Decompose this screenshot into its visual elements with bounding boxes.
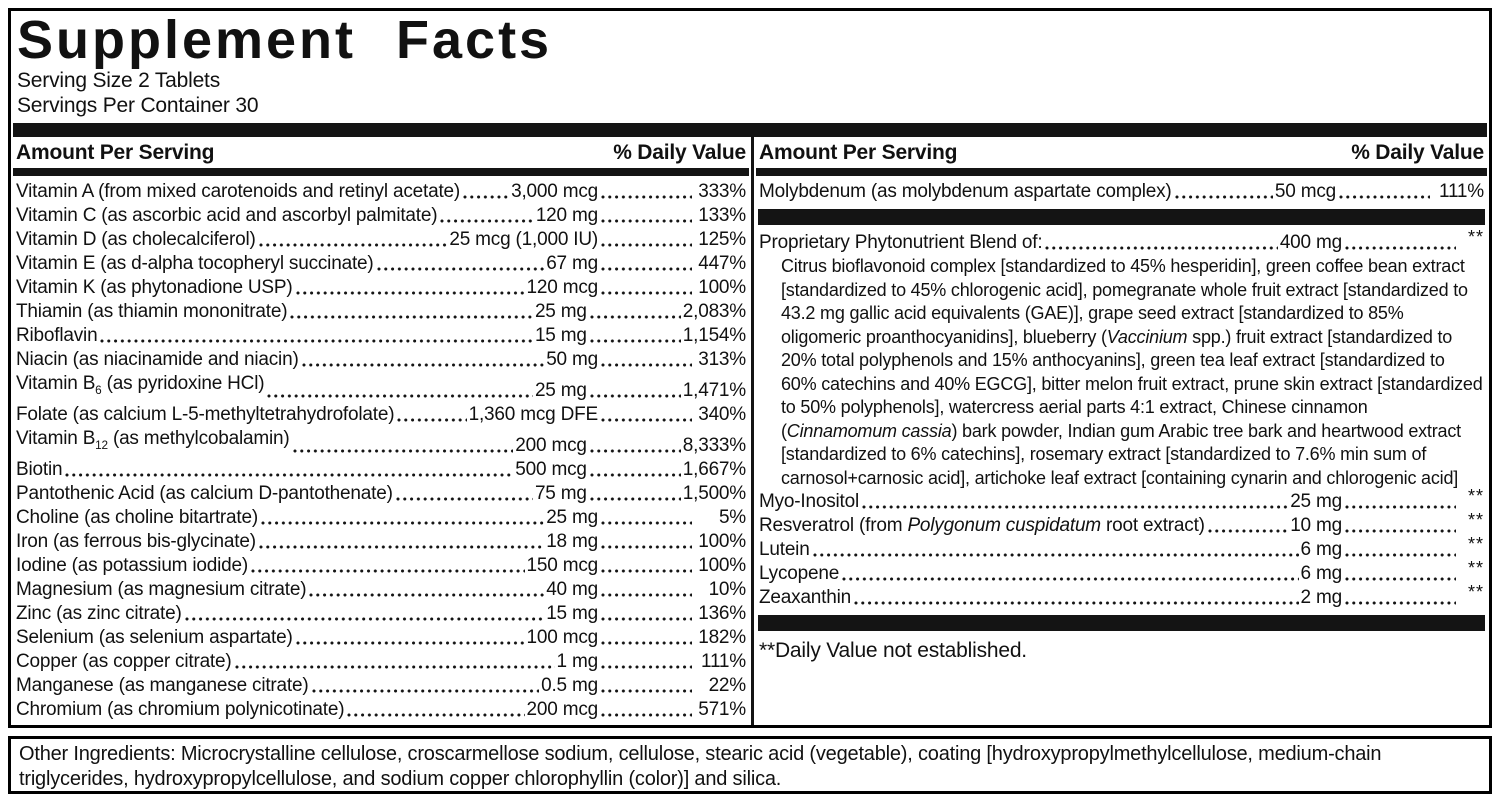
nutrient-row [16, 506, 746, 530]
nutrient-row [16, 180, 746, 204]
nutrient-row [16, 482, 746, 506]
dot-leader [266, 393, 533, 399]
nutrient-daily-value: 133% [698, 205, 746, 227]
nutrient-name: Vitamin $B_6$ (as pyridoxine HCl) [16, 373, 265, 397]
nutrient-name: Biotin [16, 458, 63, 480]
nutrient-row [16, 204, 746, 228]
nutrient-daily-value: 333% [698, 181, 746, 203]
dot-leader [589, 472, 681, 478]
nutrient-name: Resveratrol (from Polygonum cuspidatum root extract) [759, 515, 1205, 537]
nutrient-name: Riboflavin [16, 325, 98, 347]
nutrient-name: Selenium (as selenium aspartate) [16, 626, 293, 648]
dot-leader [600, 417, 692, 423]
nutrient-amount: 120 mcg [526, 277, 598, 299]
daily-value-footnote: **Daily Value not established. [759, 639, 1027, 663]
dot-leader [1207, 528, 1288, 534]
header-divider-bar [756, 168, 1487, 176]
nutrient-name: Copper (as copper citrate) [16, 650, 232, 672]
nutrient-row [16, 602, 746, 626]
dot-leader [295, 640, 525, 646]
dot-leader [861, 504, 1288, 510]
dot-leader [289, 314, 533, 320]
nutrient-amount: 75 mg [534, 482, 587, 504]
nutrient-amount: 1 mg [556, 650, 598, 672]
nutrient-amount: 50 mcg [1274, 181, 1336, 203]
nutrient-daily-value: 136% [698, 602, 746, 624]
nutrient-name: Vitamin C (as ascorbic acid and ascorbyl palmitate) [16, 205, 438, 227]
nutrient-row-molybdenum [759, 180, 1484, 204]
nutrient-row [759, 534, 1484, 562]
nutrient-daily-value: ** [1467, 582, 1484, 603]
dot-leader [396, 417, 466, 423]
nutrient-daily-value: 125% [698, 229, 746, 251]
nutrient-amount: 40 mg [546, 578, 598, 600]
nutrient-amount: 150 mcg [526, 554, 598, 576]
dot-leader [812, 552, 1299, 558]
nutrient-amount: 100 mcg [526, 626, 598, 648]
dot-leader [250, 568, 524, 574]
dot-leader [589, 338, 681, 344]
header-divider-bar [13, 168, 749, 176]
nutrient-name: Molybdenum (as molybdenum aspartate complex) [759, 181, 1172, 203]
section-divider-bar [758, 209, 1485, 225]
dot-leader [1174, 194, 1273, 200]
right-column [754, 137, 1489, 725]
nutrient-row [16, 348, 746, 372]
dot-leader [600, 712, 692, 718]
dot-leader [600, 242, 692, 248]
dot-leader [258, 242, 448, 248]
dot-leader [600, 544, 692, 550]
nutrient-name: Iodine (as potassium iodide) [16, 554, 249, 576]
left-column [11, 137, 751, 725]
daily-value-header: % Daily Value [1351, 141, 1484, 165]
dot-leader [184, 616, 545, 622]
dot-leader [234, 664, 555, 670]
proprietary-blend-row [759, 227, 1484, 255]
dot-leader [260, 520, 544, 526]
nutrient-amount: 6 mg [1300, 539, 1342, 561]
nutrient-daily-value: 1,500% [682, 482, 746, 504]
serving-size: Serving Size 2 Tablets [17, 69, 220, 93]
nutrient-row [16, 252, 746, 276]
dot-leader [600, 664, 692, 670]
dot-leader [99, 338, 533, 344]
amount-per-serving-header: Amount Per Serving [759, 141, 958, 165]
nutrient-name: Vitamin A (from mixed carotenoids and retinyl acetate) [16, 181, 461, 203]
nutrient-daily-value: 447% [698, 253, 746, 275]
dot-leader [600, 568, 692, 574]
nutrient-daily-value: 1,667% [682, 458, 746, 480]
dot-leader [1344, 245, 1456, 251]
nutrient-daily-value: 182% [698, 626, 746, 648]
nutrient-name: Myo-Inositol [759, 491, 860, 513]
nutrient-daily-value: 313% [698, 349, 746, 371]
nutrient-daily-value: ** [1467, 486, 1484, 507]
dot-leader [600, 194, 692, 200]
nutrient-amount: 25 mg [534, 301, 587, 323]
nutrient-name: Lycopene [759, 563, 840, 585]
nutrient-amount: 15 mg [534, 325, 587, 347]
label-header [11, 11, 1489, 120]
nutrient-daily-value: 100% [698, 554, 746, 576]
nutrient-amount: 10 mg [1290, 515, 1342, 537]
nutrient-amount: 3,000 mcg [511, 181, 598, 203]
nutrient-row [16, 626, 746, 650]
dot-leader [462, 194, 509, 200]
nutrient-amount: 18 mg [546, 530, 598, 552]
nutrient-daily-value: 8,333% [682, 434, 746, 456]
nutrient-daily-value: 571% [698, 698, 746, 720]
nutrient-amount: 500 mcg [515, 458, 587, 480]
nutrient-name: Niacin (as niacinamide and niacin) [16, 349, 299, 371]
columns-area [11, 137, 1489, 725]
nutrient-name: Vitamin $B_{12}$ (as methylcobalamin) [16, 427, 290, 452]
dot-leader [1044, 245, 1277, 251]
nutrient-row [16, 578, 746, 602]
nutrient-daily-value: 1,471% [682, 379, 746, 401]
other-ingredients-text: Other Ingredients: Microcrystalline cellulose, croscarmellose sodium, cellulose, stearic acid (vegetable), coating [hydroxypropylmethylcellulose, medium-chain triglycerides, hydroxypropylcellulose, and sodium copper chlorophyllin (color)] and silica. [19, 743, 1382, 790]
nutrient-name: Vitamin D (as cholecalciferol) [16, 229, 256, 251]
blend-daily-value: ** [1467, 227, 1484, 248]
nutrient-daily-value: 111% [1439, 181, 1484, 203]
dot-leader [395, 496, 533, 502]
dot-leader [64, 472, 513, 478]
nutrient-daily-value: ** [1467, 558, 1484, 579]
blend-name: Proprietary Phytonutrient Blend of: [759, 232, 1043, 254]
right-column-header [759, 137, 1484, 168]
page-title: Supplement Facts [17, 10, 553, 70]
nutrient-row [16, 650, 746, 674]
dot-leader [376, 266, 545, 272]
nutrient-row [16, 554, 746, 578]
nutrient-row [759, 558, 1484, 586]
blend-amount: 400 mg [1279, 232, 1342, 254]
dot-leader [311, 688, 540, 694]
nutrient-amount: 6 mg [1300, 563, 1342, 585]
nutrient-name: Pantothenic Acid (as calcium D-pantothenate) [16, 482, 393, 504]
nutrient-row [16, 276, 746, 300]
dot-leader [258, 544, 544, 550]
nutrient-daily-value: 340% [698, 403, 746, 425]
dot-leader [1344, 504, 1456, 510]
nutrient-daily-value: 5% [718, 506, 746, 528]
nutrient-daily-value: 2,083% [682, 301, 746, 323]
nutrient-amount: 1,360 mcg DFE [468, 403, 598, 425]
dot-leader [346, 712, 524, 718]
nutrient-daily-value: ** [1467, 534, 1484, 555]
amount-per-serving-header: Amount Per Serving [16, 141, 215, 165]
dot-leader [600, 290, 692, 296]
nutrient-row [16, 228, 746, 252]
dot-leader [600, 592, 692, 598]
thick-divider-bar-top [13, 123, 1487, 137]
nutrient-name: Folate (as calcium L-5-methyltetrahydrofolate) [16, 403, 395, 425]
section-divider-bar [758, 615, 1485, 631]
nutrient-daily-value: 111% [701, 650, 746, 672]
dot-leader [600, 688, 692, 694]
nutrient-daily-value: ** [1467, 510, 1484, 531]
nutrient-amount: 0.5 mg [541, 674, 598, 696]
dot-leader [600, 520, 692, 526]
daily-value-header: % Daily Value [613, 141, 746, 165]
nutrient-daily-value: 1,154% [682, 325, 746, 347]
dot-leader [853, 600, 1299, 606]
nutrient-amount: 200 mcg [515, 434, 587, 456]
nutrient-name: Zinc (as zinc citrate) [16, 602, 182, 624]
nutrient-amount: 25 mcg (1,000 IU) [449, 229, 598, 251]
nutrient-name: Lutein [759, 539, 810, 561]
nutrient-row [759, 582, 1484, 610]
nutrient-amount: 25 mg [546, 506, 598, 528]
dot-leader [841, 576, 1298, 582]
dot-leader [589, 314, 681, 320]
nutrient-name: Thiamin (as thiamin mononitrate) [16, 301, 288, 323]
servings-per-container: Servings Per Container 30 [17, 94, 259, 118]
right-nutrient-rows [759, 486, 1484, 610]
nutrient-row [16, 324, 746, 348]
nutrient-row [759, 486, 1484, 514]
nutrient-row [16, 372, 746, 403]
nutrient-amount: 25 mg [534, 379, 587, 401]
nutrient-amount: 200 mcg [526, 698, 598, 720]
left-column-header [16, 137, 746, 168]
nutrient-row [16, 530, 746, 554]
nutrient-name: Manganese (as manganese citrate) [16, 674, 309, 696]
dot-leader [589, 393, 681, 399]
nutrient-name: Vitamin E (as d-alpha tocopheryl succinate) [16, 253, 374, 275]
nutrient-row [16, 698, 746, 722]
nutrient-name: Zeaxanthin [759, 587, 852, 609]
nutrient-daily-value: 100% [698, 530, 746, 552]
nutrient-amount: 50 mg [546, 349, 598, 371]
left-nutrient-rows [16, 180, 746, 722]
nutrient-row [759, 510, 1484, 538]
dot-leader [295, 290, 525, 296]
dot-leader [600, 266, 692, 272]
nutrient-amount: 15 mg [546, 602, 598, 624]
nutrient-row [16, 674, 746, 698]
dot-leader [1344, 600, 1456, 606]
nutrient-name: Magnesium (as magnesium citrate) [16, 578, 307, 600]
nutrient-amount: 25 mg [1290, 491, 1342, 513]
dot-leader [589, 496, 681, 502]
nutrient-daily-value: 22% [708, 674, 746, 696]
nutrient-daily-value: 10% [708, 578, 746, 600]
nutrient-row [16, 403, 746, 427]
dot-leader [600, 218, 692, 224]
nutrient-amount: 67 mg [546, 253, 598, 275]
nutrient-name: Chromium (as chromium polynicotinate) [16, 698, 345, 720]
dot-leader [1344, 576, 1456, 582]
nutrient-daily-value: 100% [698, 277, 746, 299]
dot-leader [600, 616, 692, 622]
dot-leader [439, 218, 533, 224]
nutrient-row [16, 427, 746, 458]
dot-leader [600, 362, 692, 368]
nutrient-name: Choline (as choline bitartrate) [16, 506, 258, 528]
nutrient-row [16, 458, 746, 482]
dot-leader [1344, 552, 1456, 558]
blend-description: Citrus bioflavonoid complex [standardized to 45% hesperidin], green coffee bean extract [standardized to 45% chlorogenic acid], pomegranate whole fruit extract [standardized to 43.2 mg gallic acid equivalents (GAE)], grape seed extract [standardized to 85% oligomeric proanthocyanidins], blueberry (Vaccinium spp.) fruit extract [standardized to 20% total polyphenols and 15% anthocyanins], green tea leaf extract [standardized to 60% catechins and 40% EGCG], bitter melon fruit extract, prune skin extract [standardized to 50% polyphenols], watercress aerial parts 4:1 extract, Chinese cinnamon (Cinnamomum cassia) bark powder, Indian gum Arabic tree bark and heartwood extract [standardized to 6% catechins], rosemary extract [standardized to 7.6% min sum of carnosol+carnosic acid], artichoke leaf extract [containing cynarin and chlorogenic acid] [781, 256, 1483, 488]
dot-leader [301, 362, 545, 368]
dot-leader [308, 592, 544, 598]
dot-leader [589, 448, 681, 454]
nutrient-amount: 2 mg [1300, 587, 1342, 609]
nutrient-name: Vitamin K (as phytonadione USP) [16, 277, 293, 299]
dot-leader [1344, 528, 1456, 534]
dot-leader [600, 640, 692, 646]
nutrient-amount: 120 mg [535, 205, 598, 227]
nutrient-row [16, 300, 746, 324]
nutrient-name: Iron (as ferrous bis-glycinate) [16, 530, 256, 552]
supplement-facts-label [8, 8, 1492, 728]
dot-leader [1338, 194, 1430, 200]
other-ingredients-box [8, 736, 1492, 794]
dot-leader [292, 448, 514, 454]
